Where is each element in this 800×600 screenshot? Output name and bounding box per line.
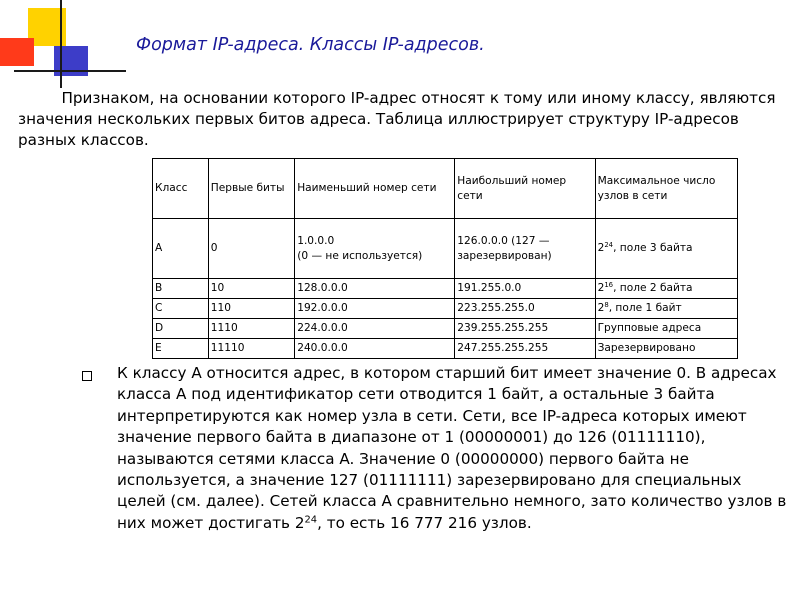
- hosts-exponent: 24: [604, 241, 614, 250]
- cell-first-bits: 10: [208, 279, 294, 299]
- cell-max-hosts: Групповые адреса: [595, 319, 737, 339]
- header-first-bits: Первые биты: [208, 159, 294, 219]
- table-row-class-b: [153, 279, 738, 299]
- cell-class: C: [153, 299, 209, 319]
- header-class: Класс: [153, 159, 209, 219]
- hosts-rest: , поле 2 байта: [613, 282, 693, 294]
- header-max-network: Наибольший номер сети: [455, 159, 595, 219]
- header-max-hosts: Максимальное число узлов в сети: [595, 159, 737, 219]
- cell-first-bits: 11110: [208, 339, 294, 359]
- bullet-text: К классу A относится адрес, в котором старший бит имеет значение 0. В адресах класса A под идентификатор сети отводится 1 байт, а остальные 3 байта интерпретируются как номер узла в сети. Сети, все IP-адреса которых имеют значение первого байта в диапазоне от 1 (00000001) до 126 (01111110), называются сетями класса A. Значение 0 (00000000) первого байта не используется, а значение 127 (01111111) зарезервировано для специальных целей (см. далее). Сетей класса A сравнительно немного, зато количество узлов в них может достигать: [117, 364, 787, 532]
- cell-max-network: 247.255.255.255: [455, 339, 595, 359]
- hosts-rest: , поле 1 байт: [608, 302, 682, 314]
- intro-paragraph: [18, 88, 793, 151]
- cell-max-network: 239.255.255.255: [455, 319, 595, 339]
- cell-max-network: 191.255.0.0: [455, 279, 595, 299]
- cell-max-hosts: [595, 299, 737, 319]
- cell-class: E: [153, 339, 209, 359]
- decor-horizontal-line: [14, 70, 126, 72]
- bullet-paragraph: [117, 363, 789, 534]
- table-row-class-c: [153, 299, 738, 319]
- table-row-class-a: [153, 219, 738, 279]
- cell-max-hosts: [595, 219, 737, 279]
- cell-first-bits: 0: [208, 219, 294, 279]
- intro-text: Признаком, на основании которого IP-адрес относят к тому или иному классу, являются значения нескольких первых битов адреса. Таблица иллюстрирует структуру IP-адресов разных классов.: [18, 89, 776, 149]
- cell-first-bits: 110: [208, 299, 294, 319]
- hosts-exponent: 16: [604, 281, 614, 290]
- bullet-tail: , то есть 16 777 216 узлов.: [317, 513, 532, 532]
- slide-title: Формат IP-адреса. Классы IP-адресов.: [136, 35, 485, 55]
- cell-max-network-line2: зарезервирован): [457, 249, 552, 262]
- header-min-network: Наименьший номер сети: [295, 159, 455, 219]
- ip-classes-table: [152, 158, 738, 359]
- power-base: 2: [294, 513, 305, 532]
- cell-max-network: 223.255.255.0: [455, 299, 595, 319]
- cell-class: A: [153, 219, 209, 279]
- cell-max-network: [455, 219, 595, 279]
- cell-min-network-line2: (0 — не используется): [297, 249, 423, 262]
- hosts-base: 2: [597, 282, 605, 294]
- cell-class: D: [153, 319, 209, 339]
- cell-min-network-line1: 1.0.0.0: [297, 234, 335, 247]
- power-exponent: 24: [304, 514, 318, 526]
- cell-max-hosts: Зарезервировано: [595, 339, 737, 359]
- cell-min-network: [295, 219, 455, 279]
- table-row-class-e: [153, 339, 738, 359]
- cell-first-bits: 1110: [208, 319, 294, 339]
- hosts-base: 2: [597, 242, 605, 254]
- cell-min-network: 240.0.0.0: [295, 339, 455, 359]
- table-row-class-d: [153, 319, 738, 339]
- hosts-rest: , поле 3 байта: [613, 242, 693, 254]
- cell-min-network: 224.0.0.0: [295, 319, 455, 339]
- hosts-base: 2: [597, 302, 605, 314]
- table-header-row: [153, 159, 738, 219]
- decor-red-square: [0, 38, 34, 66]
- cell-class: B: [153, 279, 209, 299]
- cell-min-network: 128.0.0.0: [295, 279, 455, 299]
- cell-max-hosts: [595, 279, 737, 299]
- decor-vertical-line: [60, 0, 62, 88]
- cell-min-network: 192.0.0.0: [295, 299, 455, 319]
- cell-max-network-line1: 126.0.0.0 (127 —: [457, 234, 550, 247]
- hosts-exponent: 8: [604, 301, 609, 310]
- bullet-square-icon: [82, 371, 92, 381]
